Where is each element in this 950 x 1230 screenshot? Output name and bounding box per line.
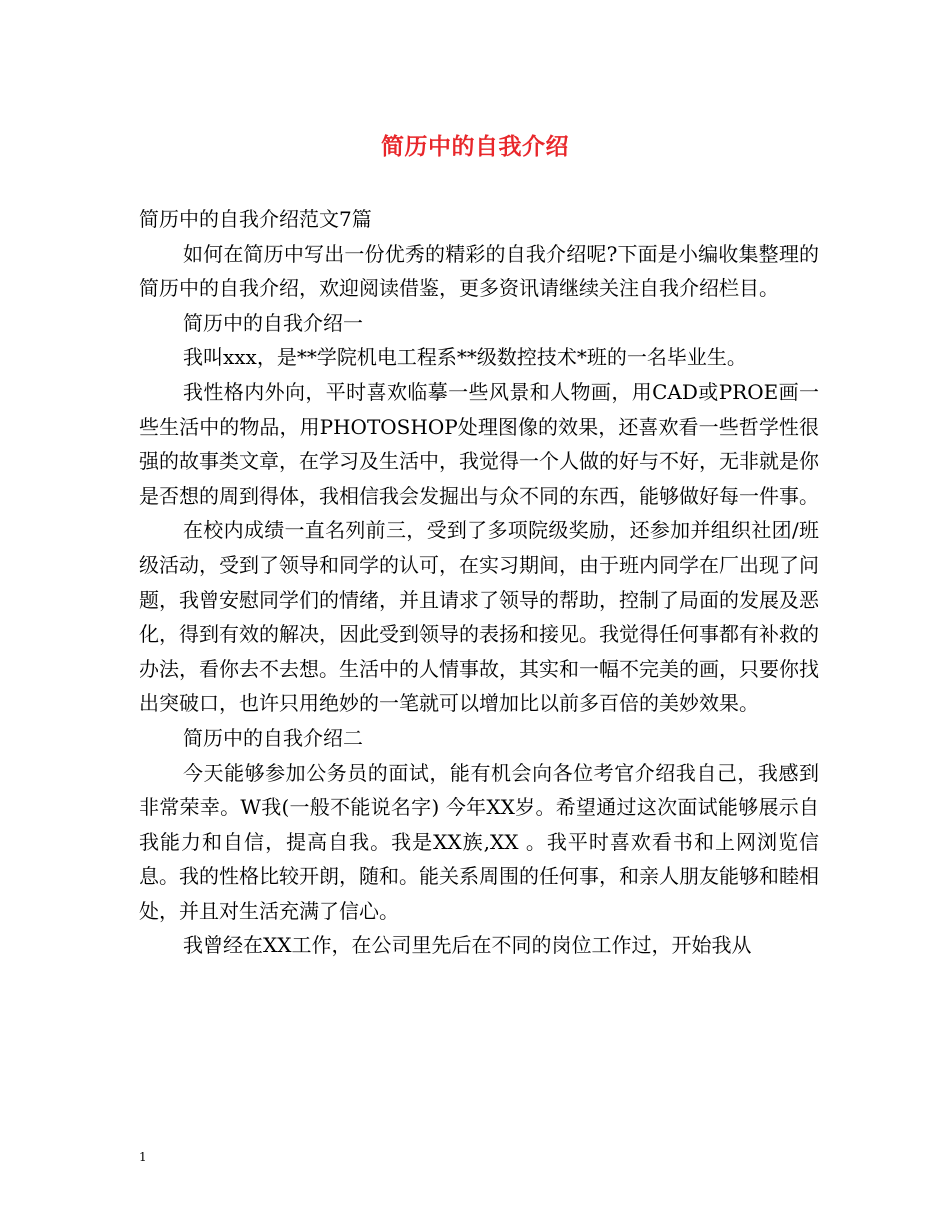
paragraph: 在校内成绩一直名列前三，受到了多项院级奖励，还参加并组织社团/班级活动，受到了领导和同学的认可，在实习期间，由于班内同学在厂出现了问题，我曾安慰同学们的情绪，并且请求了领导的帮助，控制了局面的发展及恶化，得到有效的解决，因此受到领导的表扬和接见。我觉得任何事都有补救的办法，看你去不去想。生活中的人情事故，其实和一幅不完美的画，只要你找出突破口，也许只用绝妙的一笔就可以增加比以前多百倍的美妙效果。 xyxy=(139,518,819,716)
paragraph: 我曾经在XX工作，在公司里先后在不同的岗位工作过，开始我从 xyxy=(183,933,752,958)
document-body xyxy=(139,202,819,963)
document-title: 简历中的自我介绍 xyxy=(381,133,569,160)
section-heading-two: 简历中的自我介绍二 xyxy=(183,725,363,750)
paragraph: 我性格内外向，平时喜欢临摹一些风景和人物画，用CAD或PROE画一些生活中的物品，用PHOTOSHOP处理图像的效果，还喜欢看一些哲学性很强的故事类文章，在学习及生活中，我觉得一个人做的好与不好，无非就是你是否想的周到得体，我相信我会发掘出与众不同的东西，能够做好每一件事。 xyxy=(139,379,819,508)
section-heading-one: 简历中的自我介绍一 xyxy=(183,310,363,335)
paragraph: 今天能够参加公务员的面试，能有机会向各位考官介绍我自己，我感到非常荣幸。W我(一般不能说名字) 今年XX岁。希望通过这次面试能够展示自我能力和自信，提高自我。我是XX族,XX 。我平时喜欢看书和上网浏览信息。我的性格比较开朗，随和。能关系周围的任何事，和亲人朋友能够和睦相处，并且对生活充满了信心。 xyxy=(139,760,819,923)
paragraph: 我叫xxx，是**学院机电工程系**级数控技术*班的一名毕业生。 xyxy=(183,345,747,370)
paragraph-subtitle: 简历中的自我介绍范文7篇 xyxy=(139,207,372,231)
page-number: 1 xyxy=(139,1150,147,1164)
paragraph-intro: 如何在简历中写出一份优秀的精彩的自我介绍呢?下面是小编收集整理的简历中的自我介绍，欢迎阅读借鉴，更多资讯请继续关注自我介绍栏目。 xyxy=(139,241,819,301)
